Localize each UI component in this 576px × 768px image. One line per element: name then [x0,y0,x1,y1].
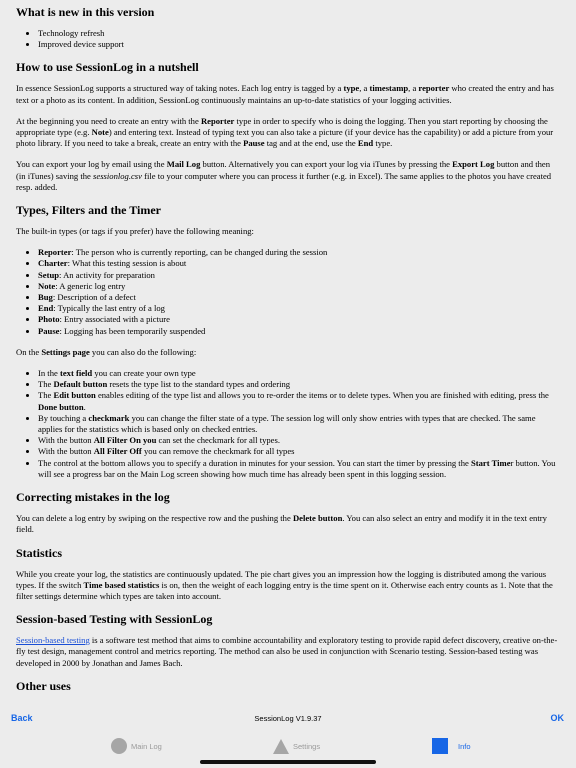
list-item: • Reporter: The person who is currently reporting, can be changed during the session [38,247,560,258]
list-item: • The Default button resets the type list to the standard types and ordering [38,379,560,390]
section-title-whats-new: What is new in this version [16,5,155,19]
tab-settings[interactable] [273,737,320,755]
paragraph: On the Settings page you can also do the following: [16,346,197,357]
session-based-testing-link[interactable]: Session-based testing [16,635,90,646]
nav-title: SessionLog V1.9.37 [254,714,322,723]
tab-label: Main Log [131,741,162,751]
ok-button[interactable]: OK [550,713,564,723]
list-item: • Setup: An activity for preparation [38,270,560,281]
back-button[interactable]: Back [11,713,33,723]
section-title-correcting: Correcting mistakes in the log [16,490,170,505]
list-item: • Technology refresh [38,28,560,39]
types-list [16,247,560,337]
list-item: • Photo: Entry associated with a picture [38,314,560,325]
list-item: • Bug: Description of a defect [38,292,560,303]
navigation-bar [0,708,576,730]
section-title-statistics: Statistics [16,545,62,560]
paragraph: You can export your log by email using the Mail Log button. Alternatively you can export your log via iTunes by pressing the Export Log button and then (in iTunes) saving the sessionlog.csv file to your computer where you can process it further (e.g. in Excel). The same applies to the photos you have created resp. added. [16,159,552,192]
home-indicator[interactable] [200,760,376,764]
list-item: • Charter: What this testing session is about [38,258,560,269]
whats-new-list [16,28,560,50]
list-item: • Pause: Logging has been temporarily suspended [38,326,560,337]
paragraph: At the beginning you need to create an entry with the Reporter type in order to specify who is doing the logging. Then you start reporting by choosing the appropriate type (e.g. Note) and entering text. Instead of typing text you can also take a picture (if your device has the capability) or add a picture from your photo library. If you need to take a break, create an entry with the Pause tag and at the end, use the End type. [16,115,554,149]
main-log-icon [111,738,127,754]
list-item: • The Edit button enables editing of the type list and allows you to re-order the items or to delete types. When you are finished with editing, press the Done button. [38,390,560,412]
section-title-types-filters: Types, Filters and the Timer [16,203,161,218]
tab-label: Settings [293,741,321,751]
tab-label: Info [458,741,471,751]
list-item: • The control at the bottom allows you to specify a duration in minutes for your session. You can start the timer by pressing the Start Timer button. You will see a progress bar on the Main Log screen showing how much time has already been spent in this logging session. [38,458,560,480]
settings-icon [273,739,289,754]
paragraph: While you create your log, the statistics are continuously updated. The pie chart gives you an impression how the logging is distributed among the various types. If the switch Time based statistics is on, then the weight of each logging entry is the time spent on it. Otherwise each entry counts as 1. Note that the filter settings determine which types are taken into account. [16,568,553,601]
list-item: • With the button All Filter Off you can remove the checkmark for all types [38,446,560,457]
list-item: • Note: A generic log entry [38,281,560,292]
section-title-session-based: Session-based Testing with SessionLog [16,612,213,627]
section-title-other-uses: Other uses [16,678,71,693]
paragraph: Session-based testing is a software test method that aims to combine accountability and exploratory testing to provide rapid defect discovery, creative on-the-fly test design, management control and metrics reporting. The method can also be used in conjunction with Scenario testing. Session-based testing was developed in 2000 by Jonathan and James Bach. [16,635,558,668]
list-item: • End: Typically the last entry of a log [38,303,560,314]
list-item: • With the button All Filter On you can set the checkmark for all types. [38,435,560,446]
paragraph: The built-in types (or tags if you prefer) have the following meaning: [16,226,254,237]
tab-info[interactable] [432,737,471,755]
settings-list [16,368,560,480]
paragraph: In essence SessionLog supports a structured way of taking notes. Each log entry is tagged by a type, a timestamp, a reporter who created the entry and has text or a photo as its content. In addition, SessionLog continuously maintains an up-to-date statistics of your logging activities. [16,83,554,105]
list-item: • By touching a checkmark you can change the filter state of a type. The session log will only show entries with types that are checked. The same applies for the statistics which is based only on checked entries. [38,413,560,435]
tab-main-log[interactable] [111,737,162,755]
paragraph: You can delete a log entry by swiping on the respective row and the pushing the Delete button. You can also select an entry and modify it in the text entry field. [16,513,547,535]
info-icon [432,738,448,754]
list-item: • In the text field you can create your own type [38,368,560,379]
section-title-nutshell: How to use SessionLog in a nutshell [16,60,199,75]
list-item: • Improved device support [38,39,560,50]
